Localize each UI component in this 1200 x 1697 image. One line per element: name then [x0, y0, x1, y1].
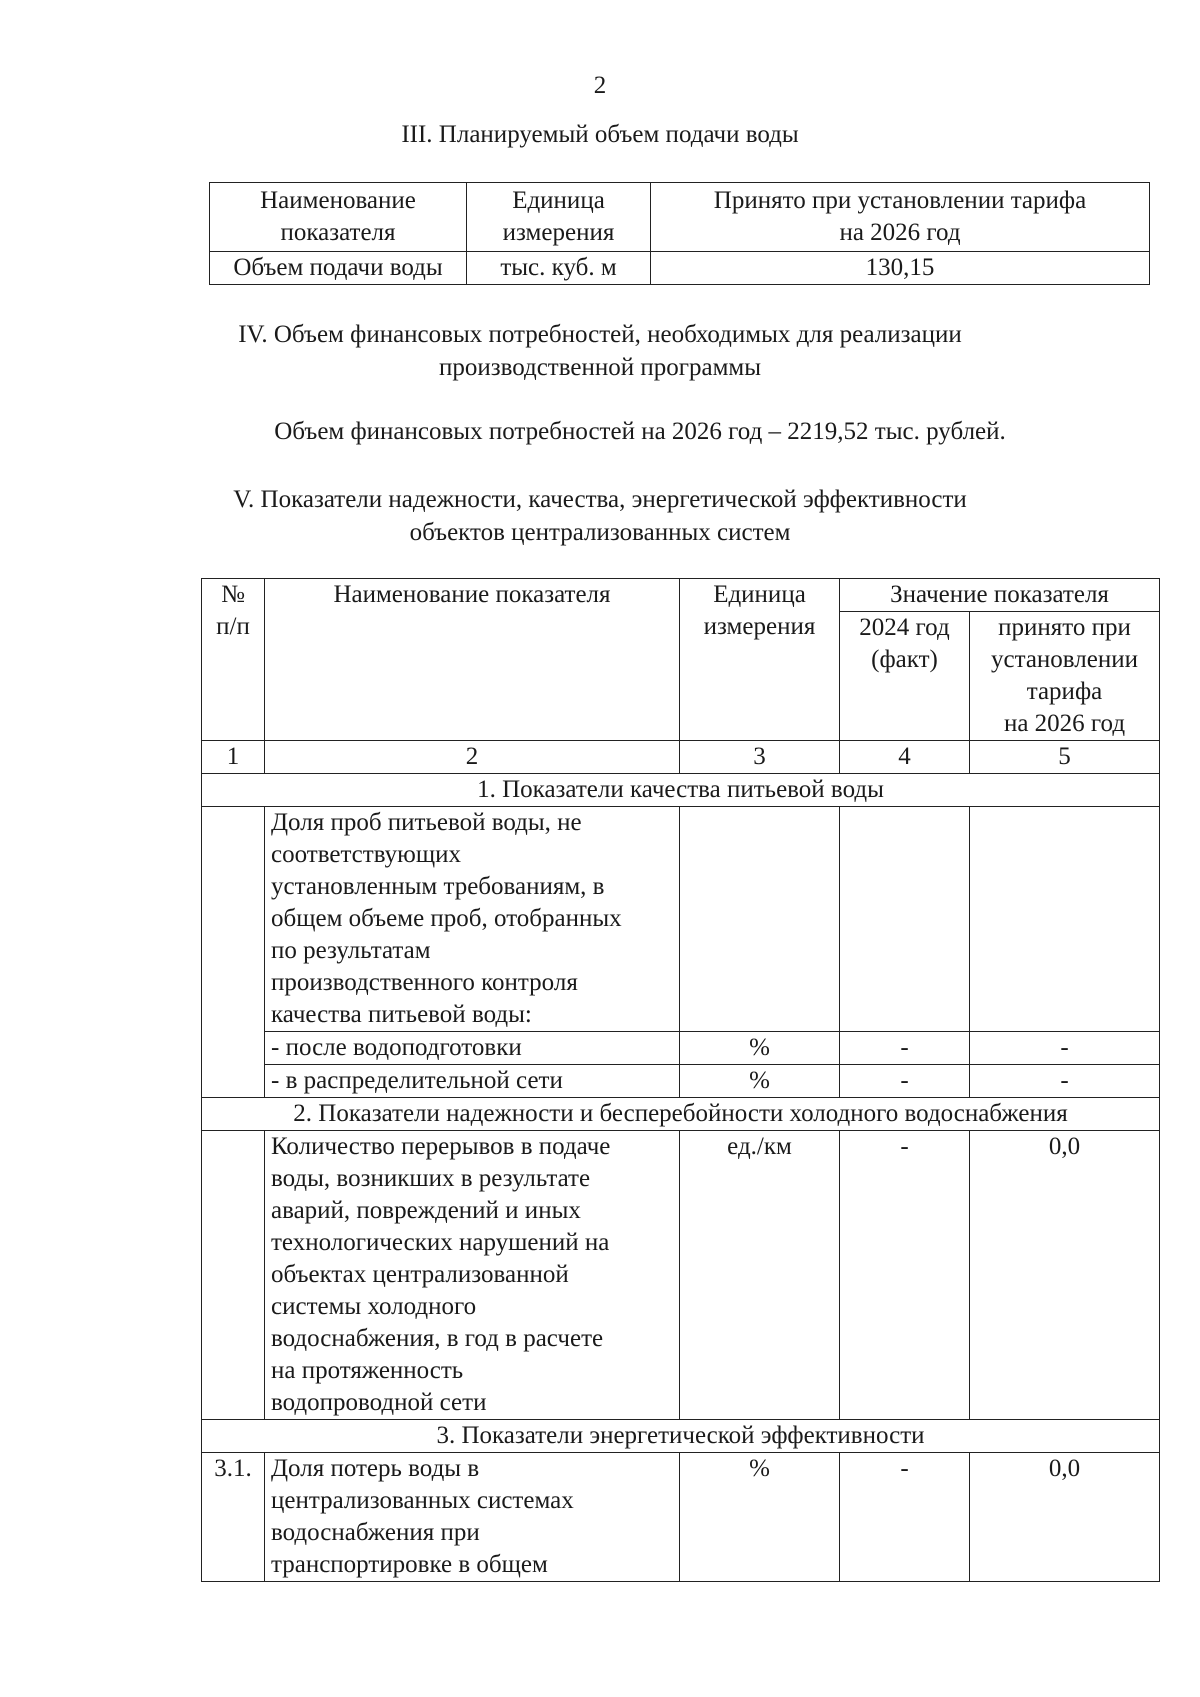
- header-accepted-tariff: Принято при установлении тарифа на 2026 год: [651, 183, 1150, 252]
- cell-indicator-description: Доля потерь воды в централизованных системах водоснабжения при транспортировке в общем: [265, 1453, 680, 1582]
- cell-indicator-name: - в распределительной сети: [265, 1065, 680, 1098]
- header-unit: Единица измерения: [680, 579, 840, 741]
- group-title-row: [202, 1098, 1160, 1131]
- cell-plan: -: [970, 1032, 1160, 1065]
- table-header-row: [202, 579, 1160, 612]
- table-row: [202, 1032, 1160, 1065]
- group-title-row: [202, 774, 1160, 807]
- cell-fact: -: [840, 1065, 970, 1098]
- cell-indicator-description: Доля проб питьевой воды, не соответствующих установленным требованиям, в общем объеме проб, отобранных по результатам производственного контроля качества питьевой воды:: [265, 807, 680, 1032]
- page-number: 2: [593, 72, 607, 99]
- cell-unit: %: [680, 1453, 840, 1582]
- cell-value: 130,15: [651, 252, 1150, 285]
- column-number: 3: [680, 741, 840, 774]
- cell-unit: ед./км: [680, 1131, 840, 1420]
- cell-number: [202, 1131, 265, 1420]
- cell-fact: -: [840, 1131, 970, 1420]
- table-row: [202, 1065, 1160, 1098]
- financial-needs-text: Объем финансовых потребностей на 2026 год – 2219,52 тыс. рублей.: [274, 418, 1006, 445]
- cell-plan: 0,0: [970, 1453, 1160, 1582]
- cell-unit: тыс. куб. м: [467, 252, 651, 285]
- group-2-title: 2. Показатели надежности и бесперебойности холодного водоснабжения: [202, 1098, 1160, 1131]
- group-1-title: 1. Показатели качества питьевой воды: [202, 774, 1160, 807]
- section-4-title: IV. Объем финансовых потребностей, необходимых для реализации производственной программы: [238, 321, 962, 381]
- column-number: 2: [265, 741, 680, 774]
- header-value-group: Значение показателя: [840, 579, 1160, 612]
- cell-fact: [840, 807, 970, 1032]
- section-5-title: V. Показатели надежности, качества, энергетической эффективности объектов централизованных систем: [233, 486, 967, 546]
- cell-number: 3.1.: [202, 1453, 265, 1582]
- table-row: [210, 252, 1150, 285]
- column-number: 1: [202, 741, 265, 774]
- cell-fact: -: [840, 1453, 970, 1582]
- header-fact-2024: 2024 год (факт): [840, 612, 970, 741]
- cell-fact: -: [840, 1032, 970, 1065]
- header-number: № п/п: [202, 579, 265, 741]
- header-plan-2026: принято при установлении тарифа на 2026 год: [970, 612, 1160, 741]
- header-unit: Единица измерения: [467, 183, 651, 252]
- cell-name: Объем подачи воды: [210, 252, 467, 285]
- cell-number: [202, 807, 265, 1098]
- table-row: [202, 1453, 1160, 1582]
- header-indicator-name: Наименование показателя: [210, 183, 467, 252]
- column-numbers-row: [202, 741, 1160, 774]
- column-number: 5: [970, 741, 1160, 774]
- cell-unit: %: [680, 1032, 840, 1065]
- cell-indicator-description: Количество перерывов в подаче воды, возникших в результате аварий, повреждений и иных технологических нарушений на объектах централизованной системы холодного водоснабжения, в год в расчете на протяженность водопроводной сети: [265, 1131, 680, 1420]
- group-title-row: [202, 1420, 1160, 1453]
- table-row: [202, 807, 1160, 1032]
- column-number: 4: [840, 741, 970, 774]
- table-row: [202, 1131, 1160, 1420]
- table-header-row: [210, 183, 1150, 252]
- cell-plan: 0,0: [970, 1131, 1160, 1420]
- cell-unit: [680, 807, 840, 1032]
- cell-unit: %: [680, 1065, 840, 1098]
- cell-plan: [970, 807, 1160, 1032]
- header-indicator-name: Наименование показателя: [265, 579, 680, 741]
- cell-indicator-name: - после водоподготовки: [265, 1032, 680, 1065]
- section-3-title: III. Планируемый объем подачи воды: [401, 121, 799, 148]
- group-3-title: 3. Показатели энергетической эффективности: [202, 1420, 1160, 1453]
- cell-plan: -: [970, 1065, 1160, 1098]
- water-volume-table: [209, 182, 1150, 285]
- indicators-table: [201, 578, 1160, 1582]
